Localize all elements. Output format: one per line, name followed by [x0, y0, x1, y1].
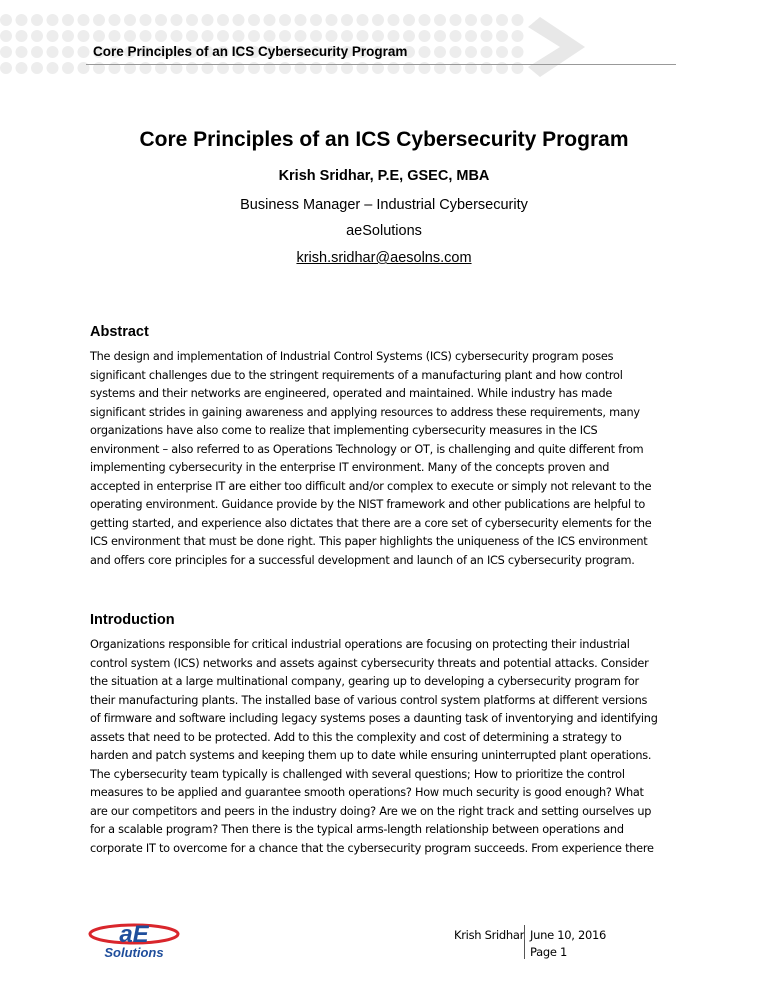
decor-dot	[388, 14, 400, 26]
decor-dot	[62, 46, 74, 58]
decor-dot	[31, 62, 43, 74]
introduction-line: their manufacturing plants. The installed base of various control system platforms at different versions	[90, 693, 648, 707]
decor-dot	[155, 30, 167, 42]
decor-dot	[171, 14, 183, 26]
introduction-line: Organizations responsible for critical industrial operations are focusing on protecting their industrial	[90, 638, 630, 651]
decor-dot	[372, 14, 384, 26]
decor-dot	[202, 30, 214, 42]
decor-dot	[47, 30, 59, 42]
decor-dot	[109, 30, 121, 42]
decor-dot	[279, 14, 291, 26]
abstract-line: operating environment. Guidance provide by the NIST framework and other publications are helpful to	[90, 498, 646, 511]
decor-dot	[31, 46, 43, 58]
aesolutions-logo	[88, 920, 183, 962]
decor-dot	[279, 30, 291, 42]
decor-dot	[450, 46, 462, 58]
introduction-paragraph	[90, 636, 690, 858]
logo-word-text: Solutions	[104, 945, 164, 960]
decor-dot	[512, 14, 524, 26]
decor-dot	[47, 62, 59, 74]
decor-dot	[140, 30, 152, 42]
decor-dot	[124, 14, 136, 26]
footer-divider	[524, 925, 525, 959]
decor-dot	[217, 14, 229, 26]
decor-dot	[465, 30, 477, 42]
decor-dot	[31, 14, 43, 26]
decor-dot	[155, 14, 167, 26]
decor-dot	[341, 14, 353, 26]
decor-dot	[372, 30, 384, 42]
decor-dot	[419, 30, 431, 42]
decor-dot	[186, 14, 198, 26]
author-email-line	[0, 250, 768, 266]
abstract-line: and offers core principles for a successful development and launch of an ICS cybersecurity program.	[90, 553, 635, 567]
decor-dot	[465, 46, 477, 58]
introduction-line: corporate IT to overcome for a chance that the cybersecurity program succeeds. From experience there	[90, 841, 654, 855]
decor-dot	[171, 30, 183, 42]
decor-dot	[357, 30, 369, 42]
decor-dot	[248, 14, 260, 26]
decor-dot	[16, 62, 28, 74]
decor-dot	[403, 30, 415, 42]
decor-dot	[248, 30, 260, 42]
decor-dot	[512, 30, 524, 42]
introduction-line: are our competitors and peers in the industry doing? Are we on the right track and setting ourselves up	[90, 804, 652, 818]
decor-dot	[496, 46, 508, 58]
decor-dot	[481, 30, 493, 42]
document-title: Core Principles of an ICS Cybersecurity Program	[139, 128, 629, 151]
decor-dot	[326, 14, 338, 26]
decor-dot	[310, 30, 322, 42]
abstract-heading: Abstract	[90, 324, 149, 340]
decor-dot	[450, 30, 462, 42]
introduction-line: harden and patch systems and keeping them up to date while ensuring uninterrupted plant operations.	[90, 749, 652, 762]
decor-dot	[47, 46, 59, 58]
footer-page-number: Page 1	[530, 945, 568, 959]
decor-dot	[512, 46, 524, 58]
decor-dot	[0, 30, 12, 42]
introduction-heading: Introduction	[90, 612, 175, 628]
abstract-line: organizations have also come to realize that implementing cybersecurity measures in the ICS	[90, 424, 598, 437]
decor-dot	[93, 14, 105, 26]
abstract-line: systems and their networks are engineered, operated and maintained. While industry has made	[90, 387, 613, 400]
decor-dot	[403, 14, 415, 26]
author-role: Business Manager – Industrial Cybersecurity	[240, 197, 528, 213]
introduction-line: the situation at a large multinational company, gearing up to developing a cybersecurity program for	[90, 675, 639, 688]
decor-dot	[78, 14, 90, 26]
decor-dot	[295, 14, 307, 26]
abstract-line: implementing cybersecurity in the enterprise IT environment. Many of the concepts proven and	[90, 461, 610, 474]
decor-dot	[233, 30, 245, 42]
decor-dot	[481, 14, 493, 26]
abstract-line: significant challenges due to the stringent requirements of a manufacturing plant and how control	[90, 368, 623, 382]
decor-dot	[264, 30, 276, 42]
introduction-line: assets that need to be protected. Add to this the complexity and cost of determining a strategy to	[90, 730, 622, 744]
abstract-line: significant strides in gaining awareness and applying resources to address these requirements, many	[90, 405, 640, 419]
decor-dot	[434, 46, 446, 58]
decor-dot	[388, 30, 400, 42]
decor-dot	[326, 30, 338, 42]
decor-dot	[434, 30, 446, 42]
decor-dot	[341, 30, 353, 42]
introduction-line: The cybersecurity team typically is challenged with several questions; How to prioritize the control	[90, 767, 625, 781]
decor-dot	[0, 14, 12, 26]
abstract-line: accepted in enterprise IT are either too difficult and/or complex to execute or simply not relevant to the	[90, 479, 652, 493]
running-header-title: Core Principles of an ICS Cybersecurity Program	[93, 44, 408, 59]
footer-author: Krish Sridhar	[454, 928, 525, 942]
decor-dot	[496, 30, 508, 42]
decor-dot	[310, 14, 322, 26]
decor-dot	[264, 14, 276, 26]
decor-dot	[109, 14, 121, 26]
decor-dot	[202, 14, 214, 26]
decor-dot	[124, 30, 136, 42]
decor-dot	[295, 30, 307, 42]
decor-dot	[450, 14, 462, 26]
author-email-link[interactable]: krish.sridhar@aesolns.com	[296, 250, 472, 266]
footer-date: June 10, 2016	[530, 928, 607, 942]
decor-dot	[93, 30, 105, 42]
abstract-line: getting started, and experience also dictates that there are a core set of cybersecurity elements for the	[90, 516, 652, 530]
author-company: aeSolutions	[346, 223, 422, 239]
decor-dot	[186, 30, 198, 42]
decor-dot	[496, 14, 508, 26]
abstract-paragraph	[90, 348, 690, 570]
introduction-line: for a scalable program? Then there is the typical arms-length relationship between operations and	[90, 823, 624, 836]
author-name: Krish Sridhar, P.E, GSEC, MBA	[278, 168, 490, 184]
decor-dot	[0, 62, 12, 74]
decor-dot	[419, 14, 431, 26]
logo-mark-text: aE	[119, 921, 149, 948]
decor-dot	[465, 14, 477, 26]
decor-dot	[78, 30, 90, 42]
decor-dot	[16, 30, 28, 42]
decor-dot	[31, 30, 43, 42]
abstract-line: The design and implementation of Industrial Control Systems (ICS) cybersecurity program poses	[90, 350, 614, 363]
abstract-line: environment – also referred to as Operations Technology or OT, is challenging and quite different from	[90, 442, 644, 456]
decor-dot	[16, 46, 28, 58]
decor-dot	[16, 14, 28, 26]
decor-dot	[140, 14, 152, 26]
decor-dot	[434, 14, 446, 26]
decor-dot	[78, 46, 90, 58]
decor-dot	[62, 62, 74, 74]
decor-dot	[47, 14, 59, 26]
decor-dot	[0, 46, 12, 58]
decor-dot	[481, 46, 493, 58]
introduction-line: control system (ICS) networks and assets against cybersecurity threats and potential attacks. Consider	[90, 656, 649, 670]
decor-dot	[62, 30, 74, 42]
header-divider	[86, 64, 676, 65]
decor-dot	[357, 14, 369, 26]
introduction-line: measures to be applied and guarantee smooth operations? How much security is good enough? What	[90, 786, 644, 799]
decor-dot	[419, 46, 431, 58]
decor-dot	[233, 14, 245, 26]
decor-dot	[62, 14, 74, 26]
abstract-line: ICS environment that must be done right. This paper highlights the uniqueness of the ICS environment	[90, 535, 648, 548]
decor-dot	[217, 30, 229, 42]
introduction-line: of firmware and software including legacy systems poses a daunting task of inventorying and identifying	[90, 712, 658, 725]
